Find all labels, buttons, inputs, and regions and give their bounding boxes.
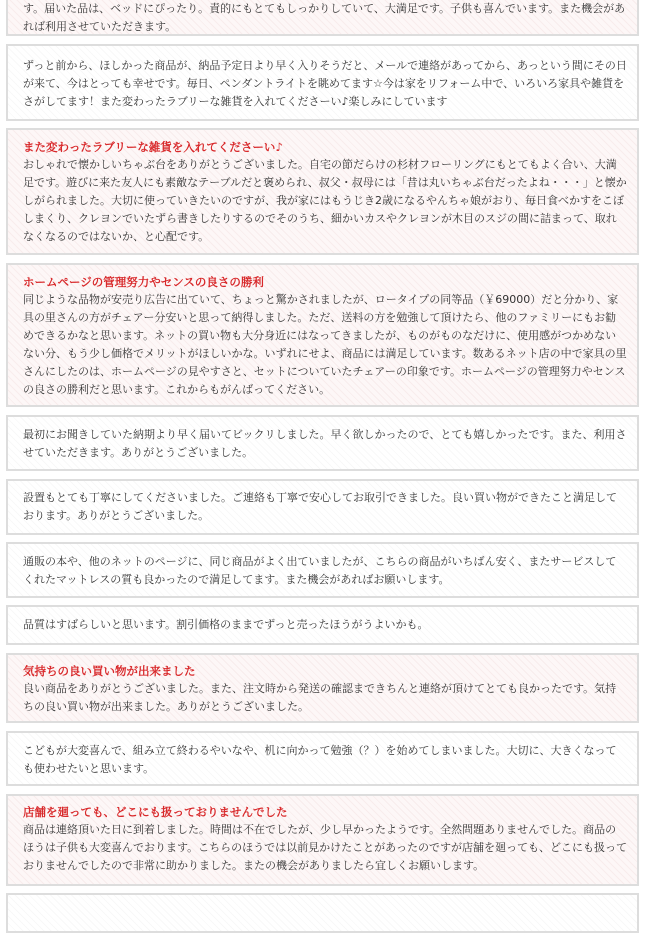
review-card <box>6 44 639 121</box>
review-body: 同じような品物が安売り広告に出ていて、ちょっと驚かされましたが、ロータイプの同等品（￥69000）だと分かり、家具の里さんの方がチェアー分安いと思って納得しました。ただ、送料の方を勉強して頂けたら、他のファミリーにもお勧めできるかなと思います。ネットの買い物も大分身近にはなってきましたが、ものがものなだけに、使用感がつかめないない分、もう少し価格でメリットがほしいかな。いずれにせよ、商品には満足しています。数あるネット店の中で家具の里さんにしたのは、ホームページの見やすさと、セットについていたチェアーの印象です。ホームページの管理努力やセンスの良さの勝利だと思います。これからもがんばってください。 <box>23 293 627 396</box>
review-title: ホームページの管理努力やセンスの良さの勝利 <box>23 275 264 289</box>
review-body: 良い商品をありがとうございました。また、注文時から発送の確認まできちんと連絡が頂けてとても良かったです。気持ちの良い買い物が出来ました。ありがとうございました。 <box>23 682 617 713</box>
review-title: 気持ちの良い買い物が出来ました <box>23 664 196 678</box>
review-card <box>6 542 639 598</box>
review-body: おしゃれで懐かしいちゃぶ台をありがとうございました。自宅の節だらけの杉材フローリングにもとてもよく合い、大満足です。遊びに来た友人にも素敵なテーブルだと褒められ、叔父・叔母には「昔は丸いちゃぶ台だったよね・・・」と懐かしがられました。大切に使っていきたいのですが、我が家にはもうじき2歳になるやんちゃ娘がおり、毎日食べかすをこぼしまくり、クレヨンでいたずら書きしたりするのでそのうち、細かいカスやクレヨンが木目のスジの間に詰まって、取れなくなるのではないか、と心配です。 <box>23 158 627 243</box>
review-body: 品質はすばらしいと思います。割引価格のままでずっと売ったほうがうよいかも。 <box>23 618 429 631</box>
review-card <box>6 0 639 36</box>
review-card <box>6 731 639 786</box>
review-card <box>6 128 639 255</box>
review-card <box>6 893 639 933</box>
review-body: こどもが大変喜んで、組み立て終わるやいなや、机に向かって勉強（？）を始めてしまいました。大切に、大きくなっても使わせたいと思います。 <box>23 744 617 775</box>
review-body: 最初にお聞きしていた納期より早く届いてビックリしました。早く欲しかったので、とても嬉しかったです。また、利用させていただきます。ありがとうございました。 <box>23 428 627 459</box>
review-card <box>6 479 639 535</box>
review-body: 通販の本や、他のネットのページに、同じ商品がよく出ていましたが、こちらの商品がいちばん安く、またサービスしてくれたマットレスの質も良かったので満足してます。また機会があればお願いします。 <box>23 555 617 586</box>
review-card <box>6 605 639 645</box>
review-body: 設置もとても丁寧にしてくださいました。ご連絡も丁寧で安心してお取引できました。良い買い物ができたこと満足しております。ありがとうございました。 <box>23 491 617 522</box>
review-title: また変わったラブリーな雑貨を入れてくださーい♪ <box>23 140 283 154</box>
review-card <box>6 263 639 407</box>
review-card <box>6 653 639 723</box>
review-card <box>6 415 639 471</box>
review-card <box>6 794 639 886</box>
review-title: 店舗を廻っても、どこにも扱っておりませんでした <box>23 805 288 819</box>
review-body: 商品は連絡頂いた日に到着しました。時間は不在でしたが、少し早かったようです。全然問題ありませんでした。商品のほうは子供も大変喜んでおります。こちらのほうでは以前見かけたことがあったのですが店舗を廻っても、どこにも扱っておりませんでしたので非常に助かりました。またの機会がありましたら宜しくお願いします。 <box>23 823 628 872</box>
review-body: ずっと前から、ほしかった商品が、納品予定日より早く入りそうだと、メールで連絡があってから、あっという間にその日が来て、今はとっても幸せです。毎日、ペンダントライトを眺めてます☆今は家をリフォーム中で、いろいろ家具や雑貨をさがしてます！また変わったラブリーな雑貨を入れてくださーい♪楽しみにしています <box>23 59 627 108</box>
review-body: す。届いた品は、ベッドにぴったり。責的にもとてもしっかりしていて、大満足です。子供も喜んでいます。また機会があれば利用させていただきます。 <box>23 2 626 33</box>
